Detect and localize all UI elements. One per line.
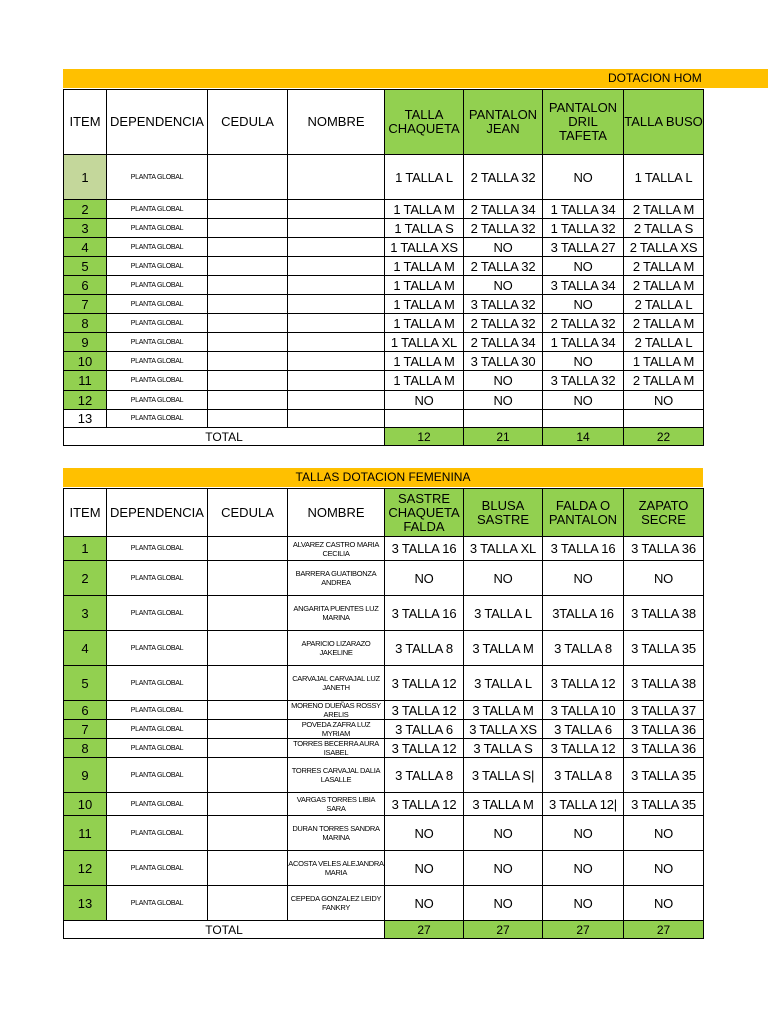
talla-cell: 1 TALLA M bbox=[385, 257, 464, 276]
cedula-cell bbox=[208, 666, 288, 701]
cedula-cell bbox=[208, 851, 288, 886]
talla-cell: NO bbox=[385, 391, 464, 410]
item-cell: 12 bbox=[64, 391, 107, 410]
dependencia-cell: PLANTA GLOBAL bbox=[107, 720, 208, 739]
table-row bbox=[64, 816, 704, 851]
talla-cell: 1 TALLA M bbox=[385, 200, 464, 219]
talla-cell: NO bbox=[543, 295, 624, 314]
nombre-cell: BARRERA GUATIBONZA ANDREA bbox=[288, 561, 385, 596]
table-row bbox=[64, 701, 704, 720]
table-row bbox=[64, 537, 704, 561]
item-cell: 11 bbox=[64, 371, 107, 391]
table-row bbox=[64, 886, 704, 921]
talla-cell bbox=[543, 410, 624, 428]
talla-cell: 3 TALLA 16 bbox=[543, 537, 624, 561]
talla-cell: 2 TALLA S bbox=[624, 219, 704, 238]
talla-cell: 1 TALLA M bbox=[385, 295, 464, 314]
item-cell: 10 bbox=[64, 352, 107, 371]
fem-total-row bbox=[64, 921, 704, 939]
cedula-cell bbox=[208, 155, 288, 200]
total-label: TOTAL bbox=[64, 428, 385, 446]
talla-cell: NO bbox=[464, 561, 543, 596]
talla-cell: 1 TALLA 34 bbox=[543, 333, 624, 352]
talla-cell: NO bbox=[464, 816, 543, 851]
cedula-cell bbox=[208, 352, 288, 371]
header-blusa: BLUSA SASTRE bbox=[464, 489, 543, 537]
header-nombre: NOMBRE bbox=[288, 489, 385, 537]
talla-cell: 3 TALLA 12 bbox=[385, 793, 464, 816]
dependencia-cell: PLANTA GLOBAL bbox=[107, 816, 208, 851]
dependencia-cell: PLANTA GLOBAL bbox=[107, 758, 208, 793]
table-row bbox=[64, 276, 704, 295]
nombre-cell bbox=[288, 238, 385, 257]
talla-cell: NO bbox=[385, 851, 464, 886]
header-sastre: SASTRE CHAQUETA FALDA bbox=[385, 489, 464, 537]
cedula-cell bbox=[208, 720, 288, 739]
nombre-cell bbox=[288, 371, 385, 391]
talla-cell: 3 TALLA 35 bbox=[624, 631, 704, 666]
nombre-cell: APARICIO LIZARAZO JAKELINE bbox=[288, 631, 385, 666]
talla-cell: 3 TALLA 27 bbox=[543, 238, 624, 257]
dependencia-cell: PLANTA GLOBAL bbox=[107, 596, 208, 631]
nombre-cell bbox=[288, 276, 385, 295]
talla-cell: 3 TALLA 6 bbox=[385, 720, 464, 739]
dependencia-cell: PLANTA GLOBAL bbox=[107, 295, 208, 314]
item-cell: 11 bbox=[64, 816, 107, 851]
table-row bbox=[64, 352, 704, 371]
cedula-cell bbox=[208, 257, 288, 276]
total-value: 27 bbox=[464, 921, 543, 939]
cedula-cell bbox=[208, 561, 288, 596]
item-cell: 2 bbox=[64, 200, 107, 219]
talla-cell: NO bbox=[624, 561, 704, 596]
talla-cell: 1 TALLA M bbox=[624, 352, 704, 371]
cedula-cell bbox=[208, 333, 288, 352]
table-row bbox=[64, 720, 704, 739]
cedula-cell bbox=[208, 793, 288, 816]
talla-cell bbox=[624, 410, 704, 428]
talla-cell: 1 TALLA M bbox=[385, 276, 464, 295]
talla-cell: NO bbox=[543, 851, 624, 886]
talla-cell: 3 TALLA 12| bbox=[543, 793, 624, 816]
talla-cell: 3 TALLA 36 bbox=[624, 720, 704, 739]
dependencia-cell: PLANTA GLOBAL bbox=[107, 739, 208, 758]
table-row bbox=[64, 333, 704, 352]
talla-cell: 3 TALLA 16 bbox=[385, 596, 464, 631]
talla-cell: NO bbox=[543, 391, 624, 410]
nombre-cell: ALVAREZ CASTRO MARIA CECILIA bbox=[288, 537, 385, 561]
total-value: 21 bbox=[464, 428, 543, 446]
table-row bbox=[64, 391, 704, 410]
fem-banner: TALLAS DOTACION FEMENINA bbox=[63, 468, 703, 487]
talla-cell: 2 TALLA M bbox=[624, 276, 704, 295]
cedula-cell bbox=[208, 886, 288, 921]
talla-cell: 3 TALLA 12 bbox=[385, 739, 464, 758]
talla-cell bbox=[385, 410, 464, 428]
header-nombre: NOMBRE bbox=[288, 90, 385, 155]
item-cell: 1 bbox=[64, 537, 107, 561]
dependencia-cell: PLANTA GLOBAL bbox=[107, 333, 208, 352]
talla-cell: NO bbox=[385, 886, 464, 921]
table-row bbox=[64, 666, 704, 701]
dependencia-cell: PLANTA GLOBAL bbox=[107, 666, 208, 701]
talla-cell: 1 TALLA XL bbox=[385, 333, 464, 352]
talla-cell: 3 TALLA S| bbox=[464, 758, 543, 793]
talla-cell: 3 TALLA 30 bbox=[464, 352, 543, 371]
item-cell: 2 bbox=[64, 561, 107, 596]
masc-total-row bbox=[64, 428, 704, 446]
cedula-cell bbox=[208, 739, 288, 758]
cedula-cell bbox=[208, 314, 288, 333]
masc-banner bbox=[63, 69, 768, 88]
dependencia-cell: PLANTA GLOBAL bbox=[107, 219, 208, 238]
header-cedula: CEDULA bbox=[208, 90, 288, 155]
item-cell: 9 bbox=[64, 333, 107, 352]
item-cell: 13 bbox=[64, 410, 107, 428]
talla-cell: 1 TALLA S bbox=[385, 219, 464, 238]
talla-cell: 3 TALLA 16 bbox=[385, 537, 464, 561]
total-label: TOTAL bbox=[64, 921, 385, 939]
dependencia-cell: PLANTA GLOBAL bbox=[107, 793, 208, 816]
dependencia-cell: PLANTA GLOBAL bbox=[107, 391, 208, 410]
item-cell: 3 bbox=[64, 596, 107, 631]
dependencia-cell: PLANTA GLOBAL bbox=[107, 886, 208, 921]
talla-cell: 2 TALLA XS bbox=[624, 238, 704, 257]
talla-cell: 3 TALLA 8 bbox=[543, 758, 624, 793]
talla-cell: 3 TALLA 8 bbox=[385, 758, 464, 793]
talla-cell: 3 TALLA XS bbox=[464, 720, 543, 739]
header-pantalon-jean: PANTALON JEAN bbox=[464, 90, 543, 155]
talla-cell: 3 TALLA L bbox=[464, 666, 543, 701]
header-cedula: CEDULA bbox=[208, 489, 288, 537]
talla-cell: 2 TALLA 32 bbox=[464, 155, 543, 200]
header-falda: FALDA O PANTALON bbox=[543, 489, 624, 537]
talla-cell: 1 TALLA L bbox=[624, 155, 704, 200]
talla-cell: 3 TALLA 35 bbox=[624, 758, 704, 793]
nombre-cell bbox=[288, 155, 385, 200]
talla-cell: NO bbox=[385, 561, 464, 596]
talla-cell: 3 TALLA 36 bbox=[624, 537, 704, 561]
cedula-cell bbox=[208, 537, 288, 561]
dependencia-cell: PLANTA GLOBAL bbox=[107, 155, 208, 200]
talla-cell: NO bbox=[464, 391, 543, 410]
talla-cell: 2 TALLA 32 bbox=[543, 314, 624, 333]
total-value: 27 bbox=[624, 921, 704, 939]
talla-cell: 2 TALLA 32 bbox=[464, 314, 543, 333]
talla-cell: NO bbox=[543, 816, 624, 851]
table-row bbox=[64, 371, 704, 391]
talla-cell: NO bbox=[543, 886, 624, 921]
item-cell: 1 bbox=[64, 155, 107, 200]
item-cell: 7 bbox=[64, 295, 107, 314]
total-value: 27 bbox=[543, 921, 624, 939]
table-row bbox=[64, 219, 704, 238]
talla-cell: NO bbox=[464, 276, 543, 295]
header-item: ITEM bbox=[64, 90, 107, 155]
nombre-cell: TORRES CARVAJAL DALIA LASALLE bbox=[288, 758, 385, 793]
dependencia-cell: PLANTA GLOBAL bbox=[107, 631, 208, 666]
dependencia-cell: PLANTA GLOBAL bbox=[107, 200, 208, 219]
table-row bbox=[64, 314, 704, 333]
item-cell: 3 bbox=[64, 219, 107, 238]
cedula-cell bbox=[208, 276, 288, 295]
total-value: 27 bbox=[385, 921, 464, 939]
cedula-cell bbox=[208, 200, 288, 219]
cedula-cell bbox=[208, 631, 288, 666]
table-row bbox=[64, 155, 704, 200]
talla-cell: 3 TALLA 32 bbox=[464, 295, 543, 314]
talla-cell: NO bbox=[624, 816, 704, 851]
talla-cell: 3 TALLA S bbox=[464, 739, 543, 758]
talla-cell: 3 TALLA 34 bbox=[543, 276, 624, 295]
masc-header-row bbox=[64, 90, 704, 155]
nombre-cell: TORRES BECERRA AURA ISABEL bbox=[288, 739, 385, 758]
header-talla-buso: TALLA BUSO bbox=[624, 90, 704, 155]
dependencia-cell: PLANTA GLOBAL bbox=[107, 410, 208, 428]
item-cell: 13 bbox=[64, 886, 107, 921]
item-cell: 12 bbox=[64, 851, 107, 886]
talla-cell: NO bbox=[624, 886, 704, 921]
talla-cell: 1 TALLA M bbox=[385, 352, 464, 371]
item-cell: 9 bbox=[64, 758, 107, 793]
talla-cell: 3 TALLA 6 bbox=[543, 720, 624, 739]
item-cell: 5 bbox=[64, 257, 107, 276]
dependencia-cell: PLANTA GLOBAL bbox=[107, 257, 208, 276]
talla-cell: 1 TALLA XS bbox=[385, 238, 464, 257]
talla-cell: 3 TALLA 32 bbox=[543, 371, 624, 391]
cedula-cell bbox=[208, 758, 288, 793]
nombre-cell: CEPEDA GONZALEZ LEIDY FANKRY bbox=[288, 886, 385, 921]
talla-cell: 3 TALLA 12 bbox=[385, 666, 464, 701]
talla-cell: NO bbox=[543, 155, 624, 200]
talla-cell: 1 TALLA M bbox=[385, 371, 464, 391]
talla-cell: 1 TALLA M bbox=[385, 314, 464, 333]
talla-cell: NO bbox=[543, 257, 624, 276]
talla-cell: 3 TALLA 12 bbox=[385, 701, 464, 720]
talla-cell: 3 TALLA 36 bbox=[624, 739, 704, 758]
item-cell: 8 bbox=[64, 739, 107, 758]
total-value: 22 bbox=[624, 428, 704, 446]
header-item: ITEM bbox=[64, 489, 107, 537]
talla-cell: NO bbox=[543, 352, 624, 371]
talla-cell: 3 TALLA 38 bbox=[624, 666, 704, 701]
table-row bbox=[64, 238, 704, 257]
talla-cell: 3 TALLA M bbox=[464, 793, 543, 816]
talla-cell: 3 TALLA 10 bbox=[543, 701, 624, 720]
nombre-cell bbox=[288, 333, 385, 352]
header-pantalon-dril: PANTALON DRIL TAFETA bbox=[543, 90, 624, 155]
total-value: 14 bbox=[543, 428, 624, 446]
nombre-cell bbox=[288, 391, 385, 410]
talla-cell: 3 TALLA L bbox=[464, 596, 543, 631]
talla-cell: NO bbox=[464, 886, 543, 921]
talla-cell: NO bbox=[464, 851, 543, 886]
table-row bbox=[64, 295, 704, 314]
table-row bbox=[64, 410, 704, 428]
talla-cell: 2 TALLA 32 bbox=[464, 257, 543, 276]
table-row bbox=[64, 758, 704, 793]
talla-cell: 3 TALLA M bbox=[464, 701, 543, 720]
cedula-cell bbox=[208, 238, 288, 257]
nombre-cell bbox=[288, 314, 385, 333]
cedula-cell bbox=[208, 371, 288, 391]
cedula-cell bbox=[208, 391, 288, 410]
talla-cell: 1 TALLA 32 bbox=[543, 219, 624, 238]
cedula-cell bbox=[208, 295, 288, 314]
nombre-cell bbox=[288, 295, 385, 314]
talla-cell: 3TALLA 16 bbox=[543, 596, 624, 631]
table-row bbox=[64, 257, 704, 276]
item-cell: 5 bbox=[64, 666, 107, 701]
talla-cell: 3 TALLA 12 bbox=[543, 739, 624, 758]
total-value: 12 bbox=[385, 428, 464, 446]
talla-cell: NO bbox=[385, 816, 464, 851]
talla-cell: 3 TALLA XL bbox=[464, 537, 543, 561]
nombre-cell: DURAN TORRES SANDRA MARINA bbox=[288, 816, 385, 851]
item-cell: 6 bbox=[64, 701, 107, 720]
nombre-cell: VARGAS TORRES LIBIA SARA bbox=[288, 793, 385, 816]
table-row bbox=[64, 631, 704, 666]
talla-cell: 2 TALLA 32 bbox=[464, 219, 543, 238]
nombre-cell bbox=[288, 200, 385, 219]
dependencia-cell: PLANTA GLOBAL bbox=[107, 561, 208, 596]
cedula-cell bbox=[208, 219, 288, 238]
nombre-cell bbox=[288, 410, 385, 428]
dependencia-cell: PLANTA GLOBAL bbox=[107, 352, 208, 371]
table-row bbox=[64, 561, 704, 596]
dependencia-cell: PLANTA GLOBAL bbox=[107, 537, 208, 561]
header-talla-chaqueta: TALLA CHAQUETA bbox=[385, 90, 464, 155]
nombre-cell: POVEDA ZAFRA LUZ MYRIAM bbox=[288, 720, 385, 739]
table-row bbox=[64, 739, 704, 758]
item-cell: 6 bbox=[64, 276, 107, 295]
item-cell: 4 bbox=[64, 631, 107, 666]
item-cell: 8 bbox=[64, 314, 107, 333]
talla-cell: 2 TALLA 34 bbox=[464, 333, 543, 352]
talla-cell: 2 TALLA L bbox=[624, 295, 704, 314]
nombre-cell: ANGARITA PUENTES LUZ MARINA bbox=[288, 596, 385, 631]
talla-cell: NO bbox=[624, 851, 704, 886]
talla-cell: 3 TALLA 35 bbox=[624, 793, 704, 816]
talla-cell: 1 TALLA 34 bbox=[543, 200, 624, 219]
nombre-cell: ACOSTA VELES ALEJANDRA MARIA bbox=[288, 851, 385, 886]
dependencia-cell: PLANTA GLOBAL bbox=[107, 238, 208, 257]
cedula-cell bbox=[208, 596, 288, 631]
header-dependencia: DEPENDENCIA bbox=[107, 489, 208, 537]
dependencia-cell: PLANTA GLOBAL bbox=[107, 314, 208, 333]
dependencia-cell: PLANTA GLOBAL bbox=[107, 851, 208, 886]
talla-cell: NO bbox=[543, 561, 624, 596]
dependencia-cell: PLANTA GLOBAL bbox=[107, 371, 208, 391]
nombre-cell bbox=[288, 219, 385, 238]
cedula-cell bbox=[208, 410, 288, 428]
talla-cell: NO bbox=[464, 371, 543, 391]
talla-cell: 3 TALLA 8 bbox=[543, 631, 624, 666]
talla-cell bbox=[464, 410, 543, 428]
header-dependencia: DEPENDENCIA bbox=[107, 90, 208, 155]
talla-cell: 2 TALLA M bbox=[624, 314, 704, 333]
talla-cell: 2 TALLA M bbox=[624, 257, 704, 276]
masc-banner-title: DOTACION HOM bbox=[608, 71, 702, 85]
table-row bbox=[64, 793, 704, 816]
talla-cell: 3 TALLA 37 bbox=[624, 701, 704, 720]
fem-table bbox=[63, 488, 704, 939]
dependencia-cell: PLANTA GLOBAL bbox=[107, 276, 208, 295]
masc-table bbox=[63, 89, 704, 446]
table-row bbox=[64, 851, 704, 886]
talla-cell: 3 TALLA 38 bbox=[624, 596, 704, 631]
nombre-cell: CARVAJAL CARVAJAL LUZ JANETH bbox=[288, 666, 385, 701]
talla-cell: NO bbox=[464, 238, 543, 257]
item-cell: 10 bbox=[64, 793, 107, 816]
table-row bbox=[64, 200, 704, 219]
talla-cell: 3 TALLA 12 bbox=[543, 666, 624, 701]
nombre-cell bbox=[288, 257, 385, 276]
talla-cell: 2 TALLA M bbox=[624, 371, 704, 391]
nombre-cell: MORENO DUEÑAS ROSSY ARELIS bbox=[288, 701, 385, 720]
header-zapato: ZAPATO SECRE bbox=[624, 489, 704, 537]
cedula-cell bbox=[208, 701, 288, 720]
nombre-cell bbox=[288, 352, 385, 371]
talla-cell: 2 TALLA L bbox=[624, 333, 704, 352]
dependencia-cell: PLANTA GLOBAL bbox=[107, 701, 208, 720]
item-cell: 7 bbox=[64, 720, 107, 739]
talla-cell: 1 TALLA L bbox=[385, 155, 464, 200]
talla-cell: NO bbox=[624, 391, 704, 410]
talla-cell: 3 TALLA M bbox=[464, 631, 543, 666]
fem-header-row bbox=[64, 489, 704, 537]
talla-cell: 2 TALLA 34 bbox=[464, 200, 543, 219]
cedula-cell bbox=[208, 816, 288, 851]
talla-cell: 2 TALLA M bbox=[624, 200, 704, 219]
table-row bbox=[64, 596, 704, 631]
item-cell: 4 bbox=[64, 238, 107, 257]
talla-cell: 3 TALLA 8 bbox=[385, 631, 464, 666]
